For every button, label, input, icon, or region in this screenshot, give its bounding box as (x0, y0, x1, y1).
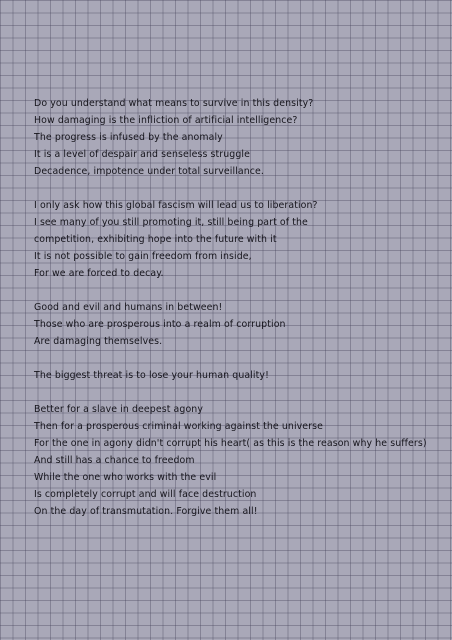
poem-line: Is completely corrupt and will face destruction (34, 489, 257, 500)
poem-line: The progress is infused by the anomaly (34, 132, 223, 143)
poem-line: Are damaging themselves. (34, 336, 163, 347)
poem-line: While the one who works with the evil (34, 472, 217, 483)
poem-text (34, 95, 439, 537)
poem-line: Do you understand what means to survive in this density? (34, 98, 314, 109)
poem-line: I only ask how this global fascism will lead us to liberation? (34, 200, 318, 211)
poem-line: For we are forced to decay. (34, 268, 164, 279)
poem-line: And still has a chance to freedom (34, 455, 195, 466)
poem-line: The biggest threat is to lose your human quality! (34, 370, 269, 381)
poem-line: Good and evil and humans in between! (34, 302, 223, 313)
poem-line: Better for a slave in deepest agony (34, 404, 203, 415)
stanza (34, 299, 439, 350)
stanza (34, 197, 439, 282)
poem-line: competition, exhibiting hope into the future with it (34, 234, 277, 245)
stanza (34, 367, 439, 384)
poem-line: Then for a prosperous criminal working against the universe (34, 421, 323, 432)
poem-line: On the day of transmutation. Forgive them all! (34, 506, 258, 517)
poem-line: Those who are prosperous into a realm of corruption (34, 319, 286, 330)
poem-line: How damaging is the infliction of artificial intelligence? (34, 115, 298, 126)
poem-line: It is a level of despair and senseless struggle (34, 149, 250, 160)
stanza (34, 401, 439, 520)
stanza (34, 95, 439, 180)
poem-line: Decadence, impotence under total surveillance. (34, 166, 264, 177)
poem-line: It is not possible to gain freedom from inside, (34, 251, 252, 262)
poem-line: I see many of you still promoting it, still being part of the (34, 217, 308, 228)
poem-line: For the one in agony didn't corrupt his heart( as this is the reason why he suffers) (34, 438, 427, 449)
